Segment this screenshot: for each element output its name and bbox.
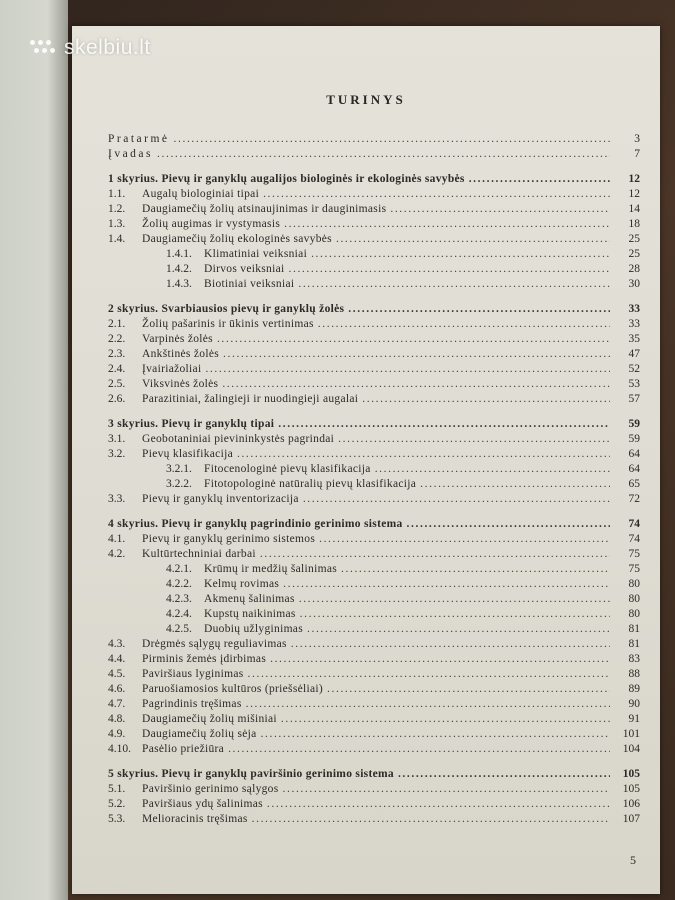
toc-section-number: 2.6. bbox=[108, 393, 126, 405]
toc-chapter-row bbox=[108, 170, 640, 185]
toc-section-number: 3.2. bbox=[108, 448, 126, 460]
toc-page-number: 83 bbox=[628, 653, 640, 665]
toc-page-number: 35 bbox=[628, 333, 640, 345]
dot-leader bbox=[246, 698, 610, 710]
toc-row bbox=[108, 475, 640, 490]
toc-entry-title: Biotiniai veiksniai bbox=[204, 278, 295, 290]
toc-page-number: 33 bbox=[628, 303, 640, 315]
toc-entry-title: Duobių užlyginimas bbox=[204, 623, 303, 635]
toc-entry-title: Pievų ir ganyklų inventorizacija bbox=[142, 493, 299, 505]
toc-page-number: 80 bbox=[628, 608, 640, 620]
dot-leader bbox=[298, 278, 610, 290]
dot-leader bbox=[291, 638, 610, 650]
dot-leader bbox=[222, 378, 610, 390]
toc-entry-title: Daugiamečių žolių ekologinės savybės bbox=[142, 233, 332, 245]
toc-entry-title: Paviršiaus ydų šalinimas bbox=[142, 798, 263, 810]
toc-section-number: 2.5. bbox=[108, 378, 126, 390]
toc-row bbox=[108, 360, 640, 375]
dot-leader bbox=[307, 623, 610, 635]
toc-entry-title: Varpinės žolės bbox=[142, 333, 213, 345]
toc-section-number: 3.3. bbox=[108, 493, 126, 505]
toc-entry-title: Akmenų šalinimas bbox=[204, 593, 295, 605]
watermark-text: skelbiu.lt bbox=[64, 36, 151, 59]
toc-page-number: 28 bbox=[628, 263, 640, 275]
toc-section-number: 4.5. bbox=[108, 668, 126, 680]
toc-row bbox=[108, 315, 640, 330]
dot-leader bbox=[303, 493, 610, 505]
site-watermark bbox=[30, 34, 151, 62]
dot-leader bbox=[217, 333, 610, 345]
toc-entry-title: 3 skyrius. Pievų ir ganyklų tipai bbox=[108, 418, 275, 430]
toc-section-number: 1.2. bbox=[108, 203, 126, 215]
toc-page-number: 75 bbox=[628, 548, 640, 560]
toc-chapter-row bbox=[108, 765, 640, 780]
toc-page-number: 18 bbox=[628, 218, 640, 230]
toc-section-number: 2.2. bbox=[108, 333, 126, 345]
toc-entry-title: Pievų ir ganyklų gerinimo sistemos bbox=[142, 533, 316, 545]
toc-page-number: 7 bbox=[634, 148, 640, 160]
toc-page-number: 81 bbox=[628, 623, 640, 635]
toc-section-number: 3.1. bbox=[108, 433, 126, 445]
toc-page-number: 75 bbox=[628, 563, 640, 575]
toc-entry-title: Paviršinio gerinimo sąlygos bbox=[142, 783, 279, 795]
toc-page-number: 106 bbox=[622, 798, 640, 810]
toc-entry-title: Melioracinis tręšimas bbox=[142, 813, 248, 825]
toc-section-number: 2.3. bbox=[108, 348, 126, 360]
toc-row bbox=[108, 130, 640, 145]
toc-section-number: 4.2.5. bbox=[166, 623, 192, 635]
toc-page-number: 80 bbox=[628, 578, 640, 590]
toc-row bbox=[108, 200, 640, 215]
toc-entry-title: Daugiamečių žolių sėja bbox=[142, 728, 257, 740]
toc-page-number: 3 bbox=[634, 133, 640, 145]
toc-section-number: 4.2.4. bbox=[166, 608, 192, 620]
toc-row bbox=[108, 710, 640, 725]
toc-section-number: 4.2. bbox=[108, 548, 126, 560]
toc-section-number: 1.1. bbox=[108, 188, 126, 200]
toc-section-number: 4.6. bbox=[108, 683, 126, 695]
toc-row bbox=[108, 145, 640, 160]
dot-leader bbox=[398, 768, 610, 780]
toc-entry-title: Daugiamečių žolių mišiniai bbox=[142, 713, 277, 725]
toc-entry-title: Dirvos veiksniai bbox=[204, 263, 285, 275]
toc-entry-title: Fitocenologinė pievų klasifikacija bbox=[204, 463, 371, 475]
toc-row bbox=[108, 695, 640, 710]
dot-leader bbox=[157, 148, 610, 160]
toc-chapter-row bbox=[108, 300, 640, 315]
toc-page-number: 74 bbox=[628, 533, 640, 545]
dot-leader bbox=[318, 318, 610, 330]
dot-leader bbox=[270, 653, 610, 665]
toc-row bbox=[108, 460, 640, 475]
table-of-contents bbox=[108, 130, 640, 825]
toc-row bbox=[108, 230, 640, 245]
dot-leader bbox=[341, 563, 610, 575]
toc-entry-title: Ankštinės žolės bbox=[142, 348, 220, 360]
toc-page-number: 52 bbox=[628, 363, 640, 375]
toc-page-number: 72 bbox=[628, 493, 640, 505]
dot-leader bbox=[252, 813, 610, 825]
toc-section-number: 4.7. bbox=[108, 698, 126, 710]
dot-leader bbox=[267, 798, 610, 810]
toc-row bbox=[108, 590, 640, 605]
toc-entry-title: Geobotaniniai pievininkystės pagrindai bbox=[142, 433, 335, 445]
toc-row bbox=[108, 650, 640, 665]
page-title: TURINYS bbox=[326, 92, 406, 107]
dot-leader bbox=[278, 418, 610, 430]
toc-entry-title: Įvairiažoliai bbox=[142, 363, 202, 375]
toc-section-number: 2.4. bbox=[108, 363, 126, 375]
dot-leader bbox=[263, 188, 610, 200]
toc-page-number: 105 bbox=[622, 783, 640, 795]
toc-row bbox=[108, 575, 640, 590]
dot-leader bbox=[299, 593, 610, 605]
dot-leader bbox=[284, 218, 610, 230]
toc-entry-title: Augalų biologiniai tipai bbox=[142, 188, 260, 200]
dot-leader bbox=[390, 203, 610, 215]
dot-leader bbox=[248, 668, 610, 680]
toc-row bbox=[108, 780, 640, 795]
toc-page-number: 74 bbox=[628, 518, 640, 530]
toc-entry-title: 4 skyrius. Pievų ir ganyklų pagrindinio gerinimo sistema bbox=[108, 518, 403, 530]
toc-row bbox=[108, 560, 640, 575]
toc-entry-title: Viksvinės žolės bbox=[142, 378, 219, 390]
dot-leader bbox=[311, 248, 610, 260]
toc-entry-title: Paviršiaus lyginimas bbox=[142, 668, 244, 680]
toc-section-number: 4.1. bbox=[108, 533, 126, 545]
dot-leader bbox=[362, 393, 610, 405]
dot-leader bbox=[174, 133, 610, 145]
toc-section-number: 1.4. bbox=[108, 233, 126, 245]
toc-section-number: 1.4.1. bbox=[166, 248, 192, 260]
toc-page-number: 59 bbox=[628, 433, 640, 445]
dot-leader bbox=[289, 263, 611, 275]
toc-page-number: 80 bbox=[628, 593, 640, 605]
page-number: 5 bbox=[630, 853, 636, 867]
toc-entry-title: Pirminis žemės įdirbimas bbox=[142, 653, 267, 665]
toc-section-number: 5.1. bbox=[108, 783, 126, 795]
toc-page-number: 65 bbox=[628, 478, 640, 490]
dot-leader bbox=[327, 683, 610, 695]
toc-entry-title: 5 skyrius. Pievų ir ganyklų paviršinio gerinimo sistema bbox=[108, 768, 394, 780]
toc-entry-title: 2 skyrius. Svarbiausios pievų ir ganyklų žolės bbox=[108, 303, 345, 315]
toc-entry-title: Įvadas bbox=[108, 148, 154, 160]
dot-leader bbox=[319, 533, 610, 545]
dot-leader bbox=[469, 173, 610, 185]
toc-page-number: 88 bbox=[628, 668, 640, 680]
toc-chapter-row bbox=[108, 415, 640, 430]
toc-entry-title: Paruošiamosios kultūros (priešsėliai) bbox=[142, 683, 324, 695]
toc-section-number: 5.2. bbox=[108, 798, 126, 810]
toc-page-number: 91 bbox=[628, 713, 640, 725]
toc-row bbox=[108, 665, 640, 680]
toc-section-number: 4.2.2. bbox=[166, 578, 192, 590]
toc-entry-title: Kelmų rovimas bbox=[204, 578, 280, 590]
toc-row bbox=[108, 390, 640, 405]
toc-section-number: 4.10. bbox=[108, 743, 131, 755]
toc-entry-title: Žolių pašarinis ir ūkinis vertinimas bbox=[142, 318, 314, 330]
watermark-logo-icon bbox=[30, 38, 58, 58]
toc-entry-title: Žolių augimas ir vystymasis bbox=[142, 218, 281, 230]
toc-row bbox=[108, 810, 640, 825]
toc-page-number: 25 bbox=[628, 248, 640, 260]
toc-section-number: 4.4. bbox=[108, 653, 126, 665]
toc-row bbox=[108, 215, 640, 230]
toc-entry-title: Pasėlio priežiūra bbox=[142, 743, 225, 755]
dot-leader bbox=[228, 743, 610, 755]
toc-page-number: 89 bbox=[628, 683, 640, 695]
toc-row bbox=[108, 245, 640, 260]
toc-row bbox=[108, 725, 640, 740]
toc-entry-title: 1 skyrius. Pievų ir ganyklų augalijos biologinės ir ekologinės savybės bbox=[108, 173, 465, 185]
toc-row bbox=[108, 330, 640, 345]
toc-entry-title: Krūmų ir medžių šalinimas bbox=[204, 563, 338, 575]
toc-page-number: 64 bbox=[628, 463, 640, 475]
toc-page-number: 12 bbox=[628, 188, 640, 200]
toc-entry-title: Fitotopologinė natūralių pievų klasifikacija bbox=[204, 478, 417, 490]
toc-page-number: 30 bbox=[628, 278, 640, 290]
toc-row bbox=[108, 605, 640, 620]
toc-row bbox=[108, 430, 640, 445]
dot-leader bbox=[281, 713, 610, 725]
left-page-edge bbox=[0, 0, 68, 900]
dot-leader bbox=[260, 548, 610, 560]
toc-row bbox=[108, 680, 640, 695]
toc-row bbox=[108, 545, 640, 560]
toc-entry-title: Daugiamečių žolių atsinaujinimas ir dauginimasis bbox=[142, 203, 387, 215]
toc-row bbox=[108, 445, 640, 460]
dot-leader bbox=[283, 578, 610, 590]
toc-page-number: 12 bbox=[628, 173, 640, 185]
toc-entry-title: Kultūrtechniniai darbai bbox=[142, 548, 256, 560]
toc-row bbox=[108, 375, 640, 390]
toc-row bbox=[108, 740, 640, 755]
toc-page-number: 107 bbox=[622, 813, 640, 825]
toc-page-number: 14 bbox=[628, 203, 640, 215]
toc-chapter-row bbox=[108, 515, 640, 530]
toc-section-number: 2.1. bbox=[108, 318, 126, 330]
toc-page-number: 105 bbox=[622, 768, 640, 780]
dot-leader bbox=[223, 348, 610, 360]
dot-leader bbox=[283, 783, 610, 795]
dot-leader bbox=[348, 303, 610, 315]
toc-entry-title: Kupstų naikinimas bbox=[204, 608, 296, 620]
toc-entry-title: Pagrindinis tręšimas bbox=[142, 698, 242, 710]
toc-row bbox=[108, 185, 640, 200]
dot-leader bbox=[237, 448, 610, 460]
toc-page-number: 101 bbox=[622, 728, 640, 740]
toc-page-number: 25 bbox=[628, 233, 640, 245]
toc-section-number: 1.3. bbox=[108, 218, 126, 230]
toc-section-number: 1.4.2. bbox=[166, 263, 192, 275]
toc-entry-title: Pievų klasifikacija bbox=[142, 448, 233, 460]
toc-entry-title: Drėgmės sąlygų reguliavimas bbox=[142, 638, 287, 650]
toc-section-number: 4.3. bbox=[108, 638, 126, 650]
dot-leader bbox=[300, 608, 610, 620]
toc-section-number: 4.2.3. bbox=[166, 593, 192, 605]
toc-page-number: 53 bbox=[628, 378, 640, 390]
toc-entry-title: Parazitiniai, žalingieji ir nuodingieji augalai bbox=[142, 393, 359, 405]
toc-row bbox=[108, 275, 640, 290]
dot-leader bbox=[261, 728, 610, 740]
toc-page-number: 81 bbox=[628, 638, 640, 650]
dot-leader bbox=[205, 363, 610, 375]
dot-leader bbox=[375, 463, 610, 475]
toc-row bbox=[108, 635, 640, 650]
toc-page-number: 90 bbox=[628, 698, 640, 710]
toc-page-number: 64 bbox=[628, 448, 640, 460]
toc-entry-title: Klimatiniai veiksniai bbox=[204, 248, 308, 260]
toc-section-number: 3.2.1. bbox=[166, 463, 192, 475]
toc-row bbox=[108, 345, 640, 360]
toc-section-number: 4.2.1. bbox=[166, 563, 192, 575]
dot-leader bbox=[336, 233, 610, 245]
toc-page-number: 33 bbox=[628, 318, 640, 330]
toc-section-number: 4.8. bbox=[108, 713, 126, 725]
toc-entry-title: Pratarmė bbox=[108, 133, 170, 145]
dot-leader bbox=[420, 478, 610, 490]
dot-leader bbox=[338, 433, 610, 445]
toc-row bbox=[108, 260, 640, 275]
toc-section-number: 1.4.3. bbox=[166, 278, 192, 290]
toc-section-number: 3.2.2. bbox=[166, 478, 192, 490]
toc-section-number: 4.9. bbox=[108, 728, 126, 740]
toc-section-number: 5.3. bbox=[108, 813, 126, 825]
toc-page-number: 57 bbox=[628, 393, 640, 405]
toc-row bbox=[108, 620, 640, 635]
toc-page-number: 104 bbox=[622, 743, 640, 755]
toc-page-number: 59 bbox=[628, 418, 640, 430]
toc-page-number: 47 bbox=[628, 348, 640, 360]
toc-row bbox=[108, 530, 640, 545]
dot-leader bbox=[407, 518, 610, 530]
toc-row bbox=[108, 490, 640, 505]
toc-row bbox=[108, 795, 640, 810]
book-page bbox=[72, 26, 660, 894]
